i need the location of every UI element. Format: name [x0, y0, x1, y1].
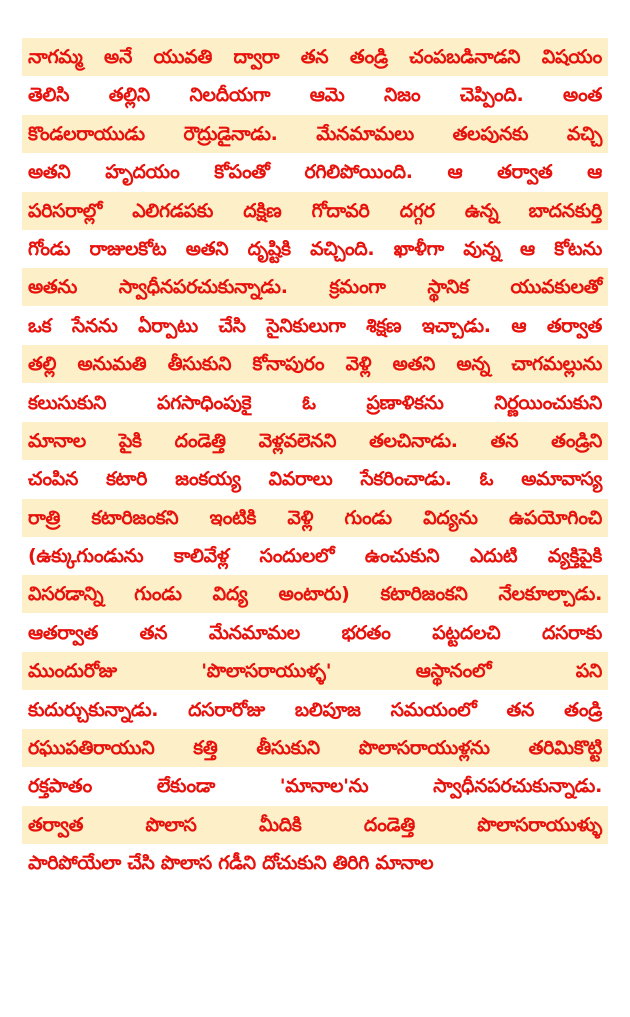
text-line: ఆతర్వాత తన మేనమామల భరతం పట్టదలచి దసరాకు	[28, 621, 602, 644]
text-line: అతను స్వాధీనపరచుకున్నాడు. క్రమంగా స్థానిక యువకులతో	[22, 268, 608, 306]
text-line: కొండలరాయుడు రౌద్రుడైనాడు. మేనమామలు తలపునకు వచ్చి	[22, 115, 608, 153]
text-line: ఒక సేనను ఏర్పాటు చేసి సైనికులుగా శిక్షణ ఇచ్చాడు. ఆ తర్వాత	[28, 314, 602, 337]
text-line: (ఉక్కుగుండును కాలివేళ్ల సందులలో ఉంచుకుని ఎదుటి వ్యక్తిపైకి	[28, 545, 602, 568]
text-line: తెలిసి తల్లిని నిలదీయగా ఆమె నిజం చెప్పింది. అంత	[28, 84, 602, 107]
text-line: మానాల పైకి దండెత్తి వెళ్లవలెనని తలచినాడు. తన తండ్రిని	[22, 422, 608, 460]
text-line: రాత్రి కటారిజంకని ఇంటికి వెళ్లి గుండు విద్యను ఉపయోగించి	[22, 499, 608, 537]
text-line: పరిసరాల్లో ఎలిగడపకు దక్షిణ గోదావరి దగ్గర ఉన్న బాదనకుర్తి	[22, 192, 608, 230]
text-line: నాగమ్మ అనే యువతి ద్వారా తన తండ్రి చంపబడినాడని విషయం	[22, 38, 608, 76]
text-line: రక్తపాతం లేకుండా 'మానాల'ను స్వాధీనపరచుకున్నాడు.	[28, 775, 602, 798]
text-line: గోండు రాజులకోట అతని దృష్టికి వచ్చింది. ఖాళీగా వున్న ఆ కోటను	[28, 237, 602, 260]
text-line: పారిపోయేలా చేసి పొలాస గడీని దోచుకుని తిరిగి మానాల	[28, 852, 434, 875]
text-line: కలుసుకుని పగసాధింపుకై ఓ ప్రణాళికను నిర్ణయించుకుని	[28, 391, 602, 414]
text-line: కుదుర్చుకున్నాడు. దసరారోజు బలిపూజ సమయంలో తన తండ్రి	[28, 698, 602, 721]
text-line: అతని హృదయం కోపంతో రగిలిపోయింది. ఆ తర్వాత ఆ	[28, 161, 602, 184]
text-line: ముందురోజు 'పొలాసరాయుళ్ళ' ఆస్థానంలో పని	[22, 652, 608, 690]
paragraph-text	[22, 38, 608, 883]
text-line: తర్వాత పొలాస మీదికి దండెత్తి పొలాసరాయుళ్ళు	[22, 806, 608, 844]
text-line: తల్లి అనుమతి తీసుకుని కోనాపురం వెళ్లి అతని అన్న చాగమల్లును	[22, 345, 608, 383]
text-line: చంపిన కటారి జంకయ్య వివరాలు సేకరించాడు. ఓ అమావాస్య	[28, 468, 602, 491]
text-line: విసరడాన్ని గుండు విద్య అంటారు) కటారిజంకని నేలకూల్చాడు.	[22, 575, 608, 613]
text-line: రఘుపతిరాయుని కత్తి తీసుకుని పొలాసరాయుళ్లను తరిమికొట్టి	[22, 729, 608, 767]
